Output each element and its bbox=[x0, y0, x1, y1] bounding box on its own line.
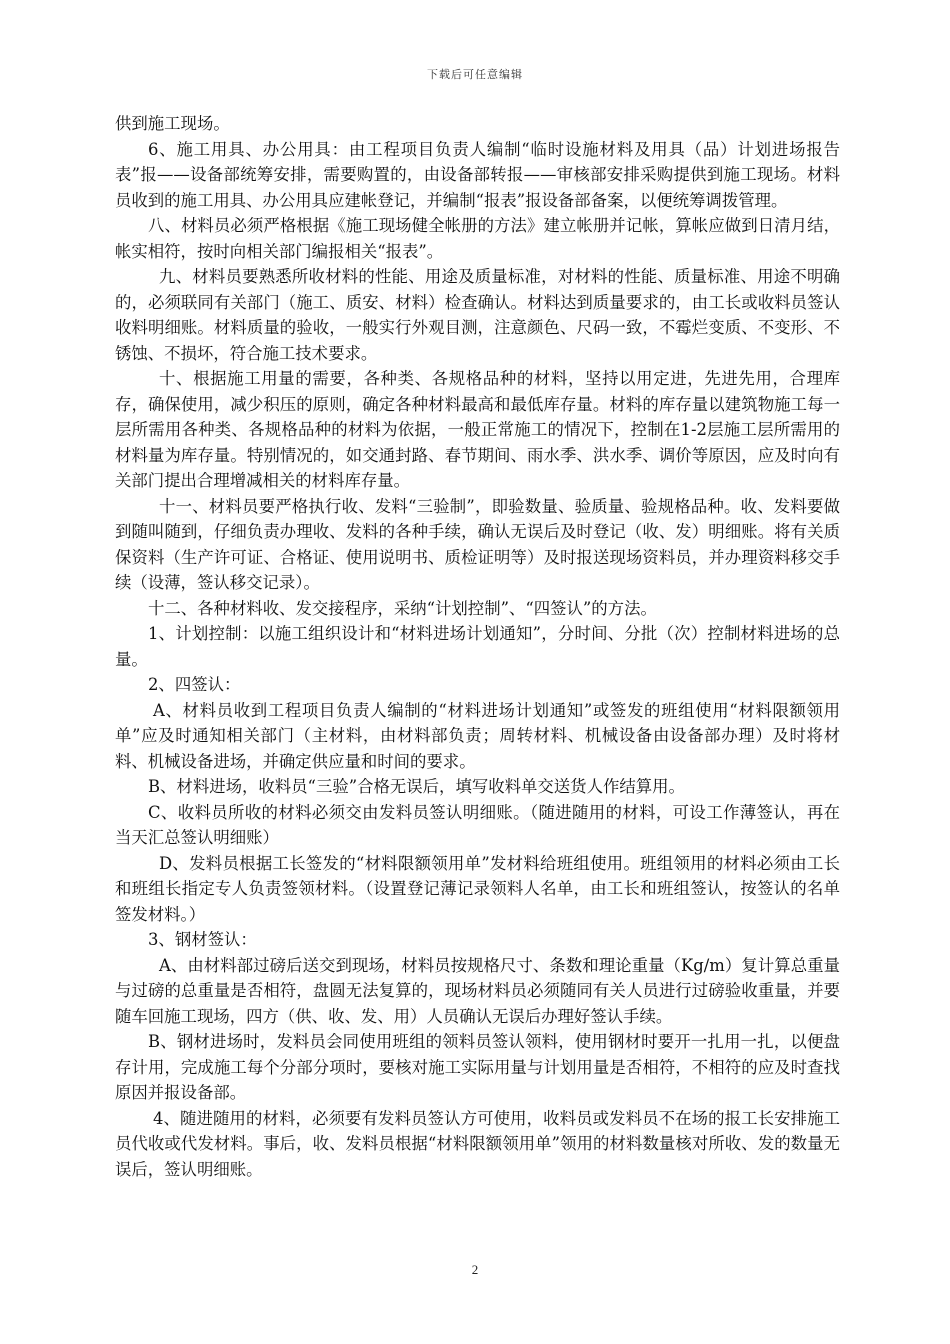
paragraph: B、钢材进场时，发料员会同使用班组的领料员签认领料，使用钢材时要开一扎用一扎，以便盘存计用，完成施工每个分部分项时，要核对施工实际用量与计划用量是否相符，不相符的应及时查找原因并报设备部。 bbox=[115, 1032, 840, 1102]
page-header: 下载后可任意编辑 bbox=[427, 68, 523, 81]
paragraph: 1、计划控制：以施工组织设计和“材料进场计划通知”，分时间、分批（次）控制材料进场的总量。 bbox=[115, 624, 840, 669]
document-body bbox=[115, 111, 840, 1182]
paragraph: 九、材料员要熟悉所收材料的性能、用途及质量标准，对材料的性能、质量标准、用途不明确的，必须联同有关部门（施工、质安、材料）检查确认。材料达到质量要求的，由工长或收料员签认收料明细账。材料质量的验收，一般实行外观目测，注意颜色、尺码一致，不霉烂变质、不变形、不锈蚀、不损坏，符合施工技术要求。 bbox=[115, 267, 840, 363]
paragraph: 6、施工用具、办公用具：由工程项目负责人编制“临时设施材料及用具（品）计划进场报告表”报——设备部统筹安排，需要购置的，由设备部转报——审核部安排采购提供到施工现场。材料员收到的施工用具、办公用具应建帐登记，并编制“报表”报设备部备案，以便统筹调拨管理。 bbox=[115, 139, 840, 210]
paragraph: A、材料员收到工程项目负责人编制的“材料进场计划通知”或签发的班组使用“材料限额领用单”应及时通知相关部门（主材料，由材料部负责；周转材料、机械设备由设备部办理）及时将材料、机械设备进场，并确定供应量和时间的要求。 bbox=[115, 700, 840, 771]
paragraph: 十二、各种材料收、发交接程序，采纳“计划控制”、“四签认”的方法。 bbox=[148, 598, 657, 618]
paragraph: 2、四签认： bbox=[148, 675, 241, 694]
paragraph: 3、钢材签认： bbox=[148, 930, 257, 949]
paragraph: A、由材料部过磅后送交到现场，材料员按规格尺寸、条数和理论重量（Kg/m）复计算总重量与过磅的总重量是否相符，盘圆无法复算的，现场材料员必须随同有关人员进行过磅验收重量，并要随车回施工现场，四方（供、收、发、用）人员确认无误后办理好签认手续。 bbox=[115, 955, 840, 1026]
paragraph: D、发料员根据工长签发的“材料限额领用单”发材料给班组使用。班组领用的材料必须由工长和班组长指定专人负责签领材料。（设置登记薄记录领料人名单，由工长和班组签认，按签认的名单签发材料。） bbox=[115, 853, 840, 924]
page-number: 2 bbox=[471, 1262, 479, 1277]
paragraph: 十、根据施工用量的需要，各种类、各规格品种的材料，坚持以用定进，先进先用，合理库存，确保使用，减少积压的原则，确定各种材料最高和最低库存量。材料的库存量以建筑物施工每一层所需用各种类、各规格品种的材料为依据，一般正常施工的情况下，控制在1-2层施工层所需用的材料量为库存量。特别情况的，如交通封路、春节期间、雨水季、洪水季、调价等原因，应及时向有关部门提出合理增减相关的材料库存量。 bbox=[115, 369, 840, 490]
paragraph: C、收料员所收的材料必须交由发料员签认明细账。（随进随用的材料，可设工作薄签认，再在当天汇总签认明细账） bbox=[115, 802, 840, 847]
paragraph: 4、随进随用的材料，必须要有发料员签认方可使用，收料员或发料员不在场的报工长安排施工员代收或代发材料。事后，收、发料员根据“材料限额领用单”领用的材料数量核对所收、发的数量无误后，签认明细账。 bbox=[115, 1108, 840, 1179]
paragraph: 八、材料员必须严格根据《施工现场健全帐册的方法》建立帐册并记帐，算帐应做到日清月结，帐实相符，按时向相关部门编报相关“报表”。 bbox=[115, 216, 840, 261]
paragraph: 十一、材料员要严格执行收、发料“三验制”，即验数量、验质量、验规格品种。收、发料要做到随叫随到，仔细负责办理收、发料的各种手续，确认无误后及时登记（收、发）明细账。将有关质保资料（生产许可证、合格证、使用说明书、质检证明等）及时报送现场资料员，并办理资料移交手续（设薄，签认移交记录）。 bbox=[115, 496, 840, 592]
paragraph: 供到施工现场。 bbox=[115, 114, 230, 133]
paragraph: B、材料进场，收料员“三验”合格无误后，填写收料单交送货人作结算用。 bbox=[148, 777, 685, 796]
